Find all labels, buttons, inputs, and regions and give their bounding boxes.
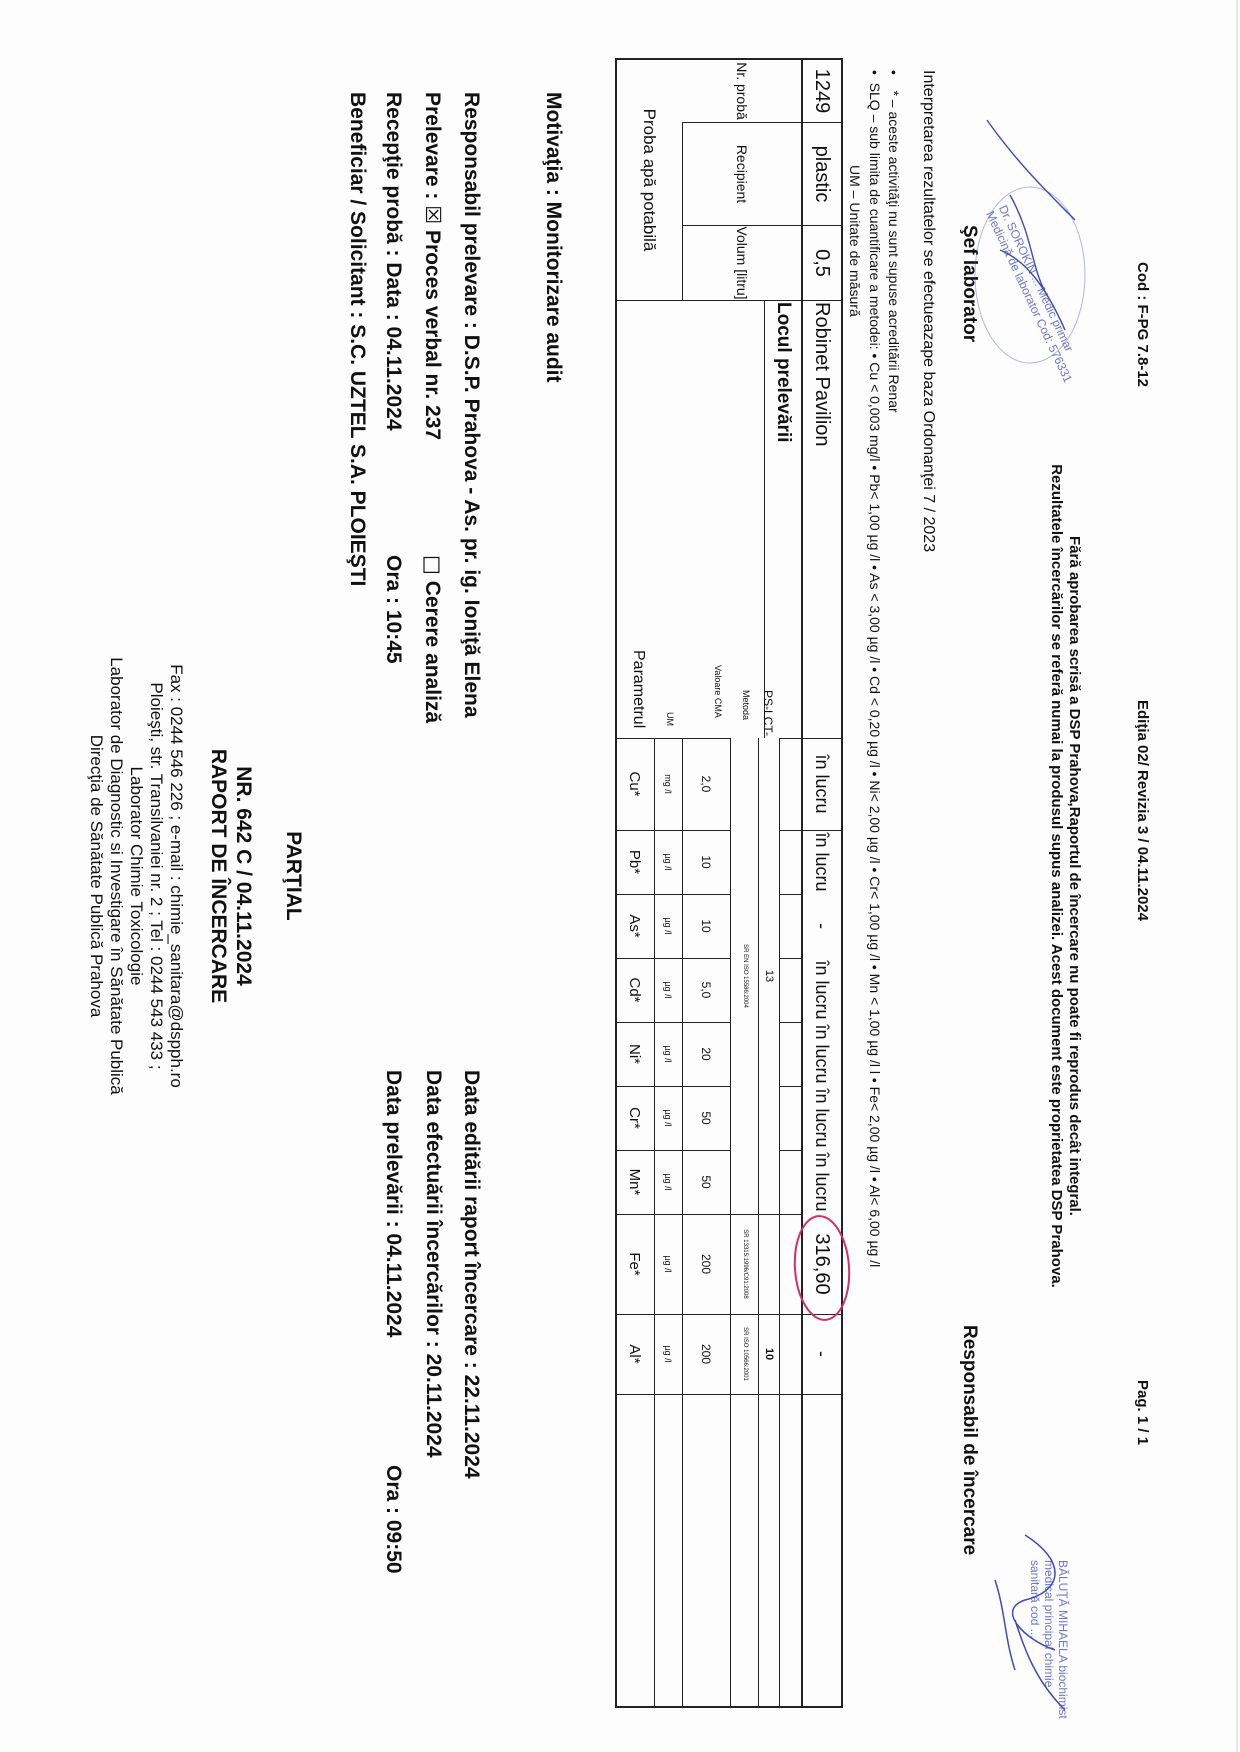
method-group-code: 13 bbox=[759, 738, 779, 1214]
footer-edition: Ediţia 02/ Revizia 3 / 04.11.2024 bbox=[1134, 700, 1151, 921]
method-fe-std: SR 13315:1996/C91:2008 bbox=[742, 1229, 748, 1299]
note-um: UM – Unitate de măsură bbox=[847, 165, 863, 317]
result-ni: în lucru bbox=[812, 1024, 832, 1084]
result-cu: în lucru bbox=[812, 754, 832, 814]
param-al-um: µg /l bbox=[663, 1345, 674, 1363]
col-volume-header: Volum [litru] bbox=[734, 226, 750, 300]
bullet-icon: • bbox=[886, 70, 902, 91]
disclaimer-line-1: Rezultatele încercărilor se referă numai la produsul supus analizei. Acest document este proprietatea DSP Prahova. bbox=[1048, 464, 1065, 1288]
param-cr-name: Cr* bbox=[626, 1107, 644, 1129]
sample-volume: 0,5 bbox=[811, 249, 834, 277]
param-cd-cma: 5,0 bbox=[699, 981, 714, 999]
checked-box-icon: ☒ bbox=[421, 205, 445, 225]
result-mn: în lucru bbox=[812, 1152, 832, 1212]
param-al-name: Al* bbox=[626, 1344, 644, 1364]
param-ni-um: µg /l bbox=[663, 1045, 674, 1063]
result-fe: 316,60 bbox=[811, 1233, 834, 1295]
param-fe-cma: 200 bbox=[699, 1253, 714, 1275]
reception-time: Ora : 10:45 bbox=[382, 555, 405, 664]
param-as-name: As* bbox=[626, 914, 644, 938]
sample-group-header: Proba apă potabilă bbox=[640, 108, 659, 252]
report-number: NR. 642 C / 04.11.2024 bbox=[232, 766, 255, 986]
label-parameter: Parametrul bbox=[630, 650, 647, 729]
method-prefix: PS-LCT- bbox=[761, 690, 775, 737]
report-title: RAPORT DE ÎNCERCARE bbox=[207, 748, 230, 1004]
unchecked-box-icon: □ bbox=[421, 555, 445, 575]
note-slq bbox=[867, 70, 883, 1267]
department-name: Laborator Chimie Toxicologie bbox=[127, 766, 146, 986]
scan-edge bbox=[1236, 0, 1238, 1752]
disclaimer-line-2: Fără aprobarea scrisă a DSP Prahova,Raportul de încercare nu poate fi reprodus decât integral. bbox=[1066, 536, 1083, 1216]
sampling-checked-option: Proces verbal nr. 237 bbox=[421, 229, 444, 441]
responsible-sampling: Responsabil prelevare : D.S.P. Prahova - As. pr. ig. Ioniţă Elena bbox=[460, 92, 483, 718]
param-ni-name: Ni* bbox=[626, 1043, 644, 1064]
param-fe-name: Fe* bbox=[626, 1252, 644, 1276]
footer-page: Pag. 1 / 1 bbox=[1134, 1380, 1151, 1446]
note-interpretation: Interpretarea rezultatelor se efectueazape baza Ordonanţei 7 / 2023 bbox=[920, 70, 937, 553]
method-group-std: SR EN ISO 15586:2004 bbox=[731, 738, 758, 1214]
param-pb-um: µg /l bbox=[663, 853, 674, 871]
col-recipient-header: Recipient bbox=[734, 144, 750, 204]
sampling-method bbox=[420, 92, 445, 440]
footer-code: Cod : F-PG 7.8-12 bbox=[1134, 262, 1151, 388]
reception-date: Recepţie probă : Data : 04.11.2024 bbox=[382, 92, 405, 431]
sample-recipient: plastic bbox=[811, 145, 834, 203]
handwritten-circle-mark bbox=[789, 1210, 855, 1330]
param-cu-um: mg /l bbox=[663, 774, 674, 794]
sampling-unchecked bbox=[420, 555, 445, 723]
sampling-date: Data prelevării : 04.11.2024 bbox=[382, 1070, 405, 1338]
label-method: Metoda bbox=[741, 690, 751, 721]
label-um: UM bbox=[665, 712, 675, 726]
label-cma: Valoare CMA bbox=[713, 665, 723, 718]
report-status: PARŢIAL bbox=[282, 831, 305, 921]
lab-head-label: Şef laborator bbox=[959, 225, 980, 343]
stamp-left-text: Dr. SOROKIN ... Medic primar Medicină de laborator Cod: 576331 bbox=[983, 202, 1077, 385]
result-as: - bbox=[812, 923, 833, 929]
param-ni-cma: 20 bbox=[699, 1047, 714, 1061]
laboratory-name: Laborator de Diagnostic si Investigare în Sănătate Publică bbox=[107, 657, 126, 1095]
sampling-unchecked-option: Cerere analiză bbox=[421, 580, 444, 724]
result-cr: în lucru bbox=[812, 1088, 832, 1148]
method-al-code: 10 bbox=[763, 1347, 775, 1361]
method-al-std: SR ISO 10566:2001 bbox=[742, 1327, 748, 1381]
test-date: Data efectuării încercărilor : 20.11.2024 bbox=[422, 1070, 445, 1458]
col-location-header: Locul prelevării bbox=[773, 302, 794, 443]
param-fe-um: µg /l bbox=[663, 1255, 674, 1273]
note-slq-text: SLQ – sub limita de cuantificare a metodei: • Cu < 0,003 mg/l • Pb< 1,00 µg /l • As < 3,00 µg /l • Cd < 0,20 µg /l • Ni< 2,00 µg /l • Cr< 1,00 µg /l • Mn < 1,00 µg /l l • Fe< 2,00 µg /l • Al< 6,00 µg /l bbox=[867, 82, 883, 1268]
sample-location: Robinet Pavilion bbox=[811, 302, 834, 447]
param-cr-um: µg /l bbox=[663, 1109, 674, 1127]
institution-name: Direcţia de Sănătate Publică Prahova bbox=[87, 734, 106, 1018]
param-al-cma: 200 bbox=[699, 1343, 714, 1365]
param-mn-um: µg /l bbox=[663, 1173, 674, 1191]
param-cd-um: µg /l bbox=[663, 981, 674, 999]
param-cu-cma: 2,0 bbox=[699, 775, 714, 793]
note-accreditation bbox=[886, 70, 902, 413]
edit-date: Data editării raport încercare : 22.11.2024 bbox=[460, 1070, 483, 1479]
note-accreditation-text: * – aceste activităţi nu sunt supuse acreditării Renar bbox=[886, 90, 902, 413]
param-pb-name: Pb* bbox=[626, 849, 644, 875]
param-pb-cma: 10 bbox=[699, 855, 714, 869]
sampling-label: Prelevare : bbox=[421, 92, 444, 200]
param-cu-name: Cu* bbox=[626, 771, 644, 797]
param-cd-name: Cd* bbox=[626, 977, 644, 1003]
param-as-cma: 10 bbox=[699, 919, 714, 933]
result-pb: în lucru bbox=[812, 832, 832, 892]
bullet-icon: • bbox=[867, 70, 883, 83]
contact-line: Fax : 0244 546 226 ; e-mail : chimie_sanitara@dspph.ro bbox=[167, 664, 186, 1088]
col-nr-header: Nr. probă bbox=[734, 62, 750, 120]
sample-nr: 1249 bbox=[811, 68, 834, 114]
param-mn-name: Mn* bbox=[626, 1168, 644, 1196]
param-cr-cma: 50 bbox=[699, 1111, 714, 1125]
result-cd: în lucru bbox=[812, 960, 832, 1020]
sampling-time: Ora : 09:50 bbox=[382, 1465, 405, 1574]
address-line: Ploieşti, str. Transilvaniei nr. 2 ; Tel : 0244 543 433 ; bbox=[147, 682, 166, 1070]
beneficiary: Beneficiar / Solicitant : S.C. UZTEL S.A. PLOIEŞTI bbox=[346, 92, 369, 587]
param-mn-cma: 50 bbox=[699, 1175, 714, 1189]
responsible-test-label: Responsabil de încercare bbox=[959, 1325, 980, 1556]
result-al: - bbox=[812, 1351, 833, 1357]
param-as-um: µg /l bbox=[663, 917, 674, 935]
stamp-right-text: BĂLUŢĂ MIHAELA biochimist medical principal chimie sanitară cod ... bbox=[1028, 1560, 1070, 1719]
motivation: Motivaţia : Monitorizare audit bbox=[542, 92, 565, 383]
